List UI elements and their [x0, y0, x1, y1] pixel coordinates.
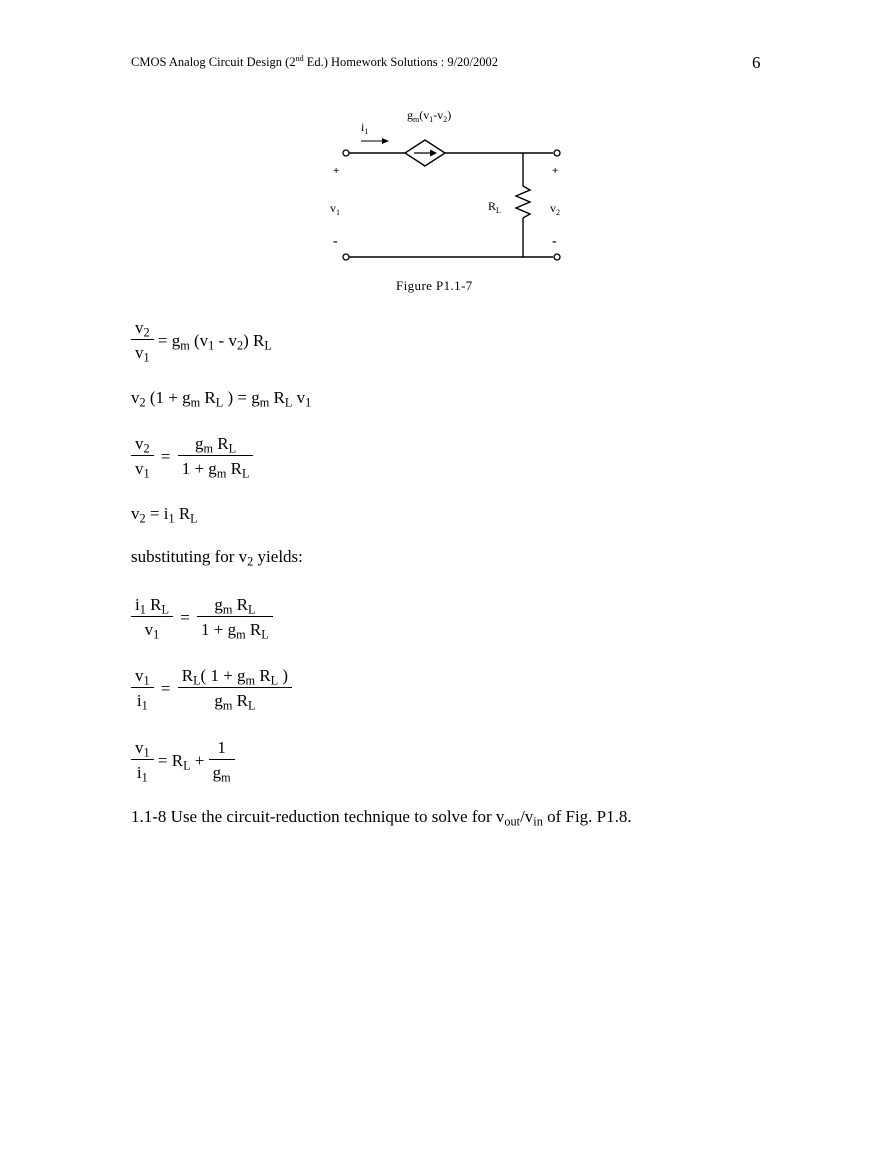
- equation-1: $\frac{v_2}{v_1}$ = $g_m$ $(v_1 - v_2)$ $R_L$: [131, 319, 272, 361]
- problem-1-1-8: 1.1-8 Use the circuit-reduction technique to solve for $v_{out}/v_{in}$ of Fig. P1.8.: [131, 807, 632, 829]
- label-plus-out: +: [552, 165, 559, 177]
- label-gm: $g_m(v_1-v_2)$: [407, 108, 452, 124]
- fraction: $\frac{v_2}{v_1}$: [131, 319, 154, 361]
- terminal-in-top: [343, 150, 349, 156]
- label-RL: $R_L$: [488, 199, 501, 215]
- page-number: 6: [752, 53, 761, 72]
- equation-6: $\frac{v_1}{i_1}$ = $\frac{R_L( 1 + g_m R_L )}{g_m R_L}$: [131, 667, 292, 709]
- circuit-diagram: [300, 100, 600, 300]
- label-minus-in: -: [333, 234, 338, 249]
- equation-2: $v_2$ ($1 + g_m$ $R_L$ ) = $g_m$ $R_L$ $v_1$: [131, 388, 312, 410]
- terminal-out-bottom: [554, 254, 560, 260]
- label-v1: $v_1$: [330, 201, 340, 217]
- substitution-text: substituting for $v_2$ yields:: [131, 547, 303, 569]
- terminal-out-top: [554, 150, 560, 156]
- equation-3: $\frac{v_2}{v_1}$ = $\frac{g_m R_L}{1 + g_m R_L}$: [131, 435, 253, 477]
- label-i1: $i_1$: [361, 120, 369, 136]
- label-minus-out: -: [552, 234, 557, 249]
- terminal-in-bottom: [343, 254, 349, 260]
- resistor-icon: [516, 186, 530, 218]
- current-arrow-icon: [382, 138, 389, 144]
- header-title: CMOS Analog Circuit Design (2: [131, 55, 296, 69]
- equation-7: $\frac{v_1}{i_1}$ = $R_L$ + $\frac{1}{g_m}$: [131, 739, 235, 781]
- figure-caption: Figure P1.1-7: [396, 278, 473, 293]
- label-v2: $v_2$: [550, 201, 560, 217]
- header-title-superscript: nd: [295, 53, 304, 63]
- label-plus-in: +: [333, 165, 340, 177]
- page-header: [131, 55, 498, 70]
- header-title-rest: Ed.) Homework Solutions : 9/20/2002: [303, 55, 499, 69]
- equation-4: $v_2 = i_1$ $R_L$: [131, 504, 198, 526]
- equation-5: $\frac{i_1 R_L}{v_1}$ = $\frac{g_m R_L}{1 + g_m R_L}$: [131, 596, 273, 638]
